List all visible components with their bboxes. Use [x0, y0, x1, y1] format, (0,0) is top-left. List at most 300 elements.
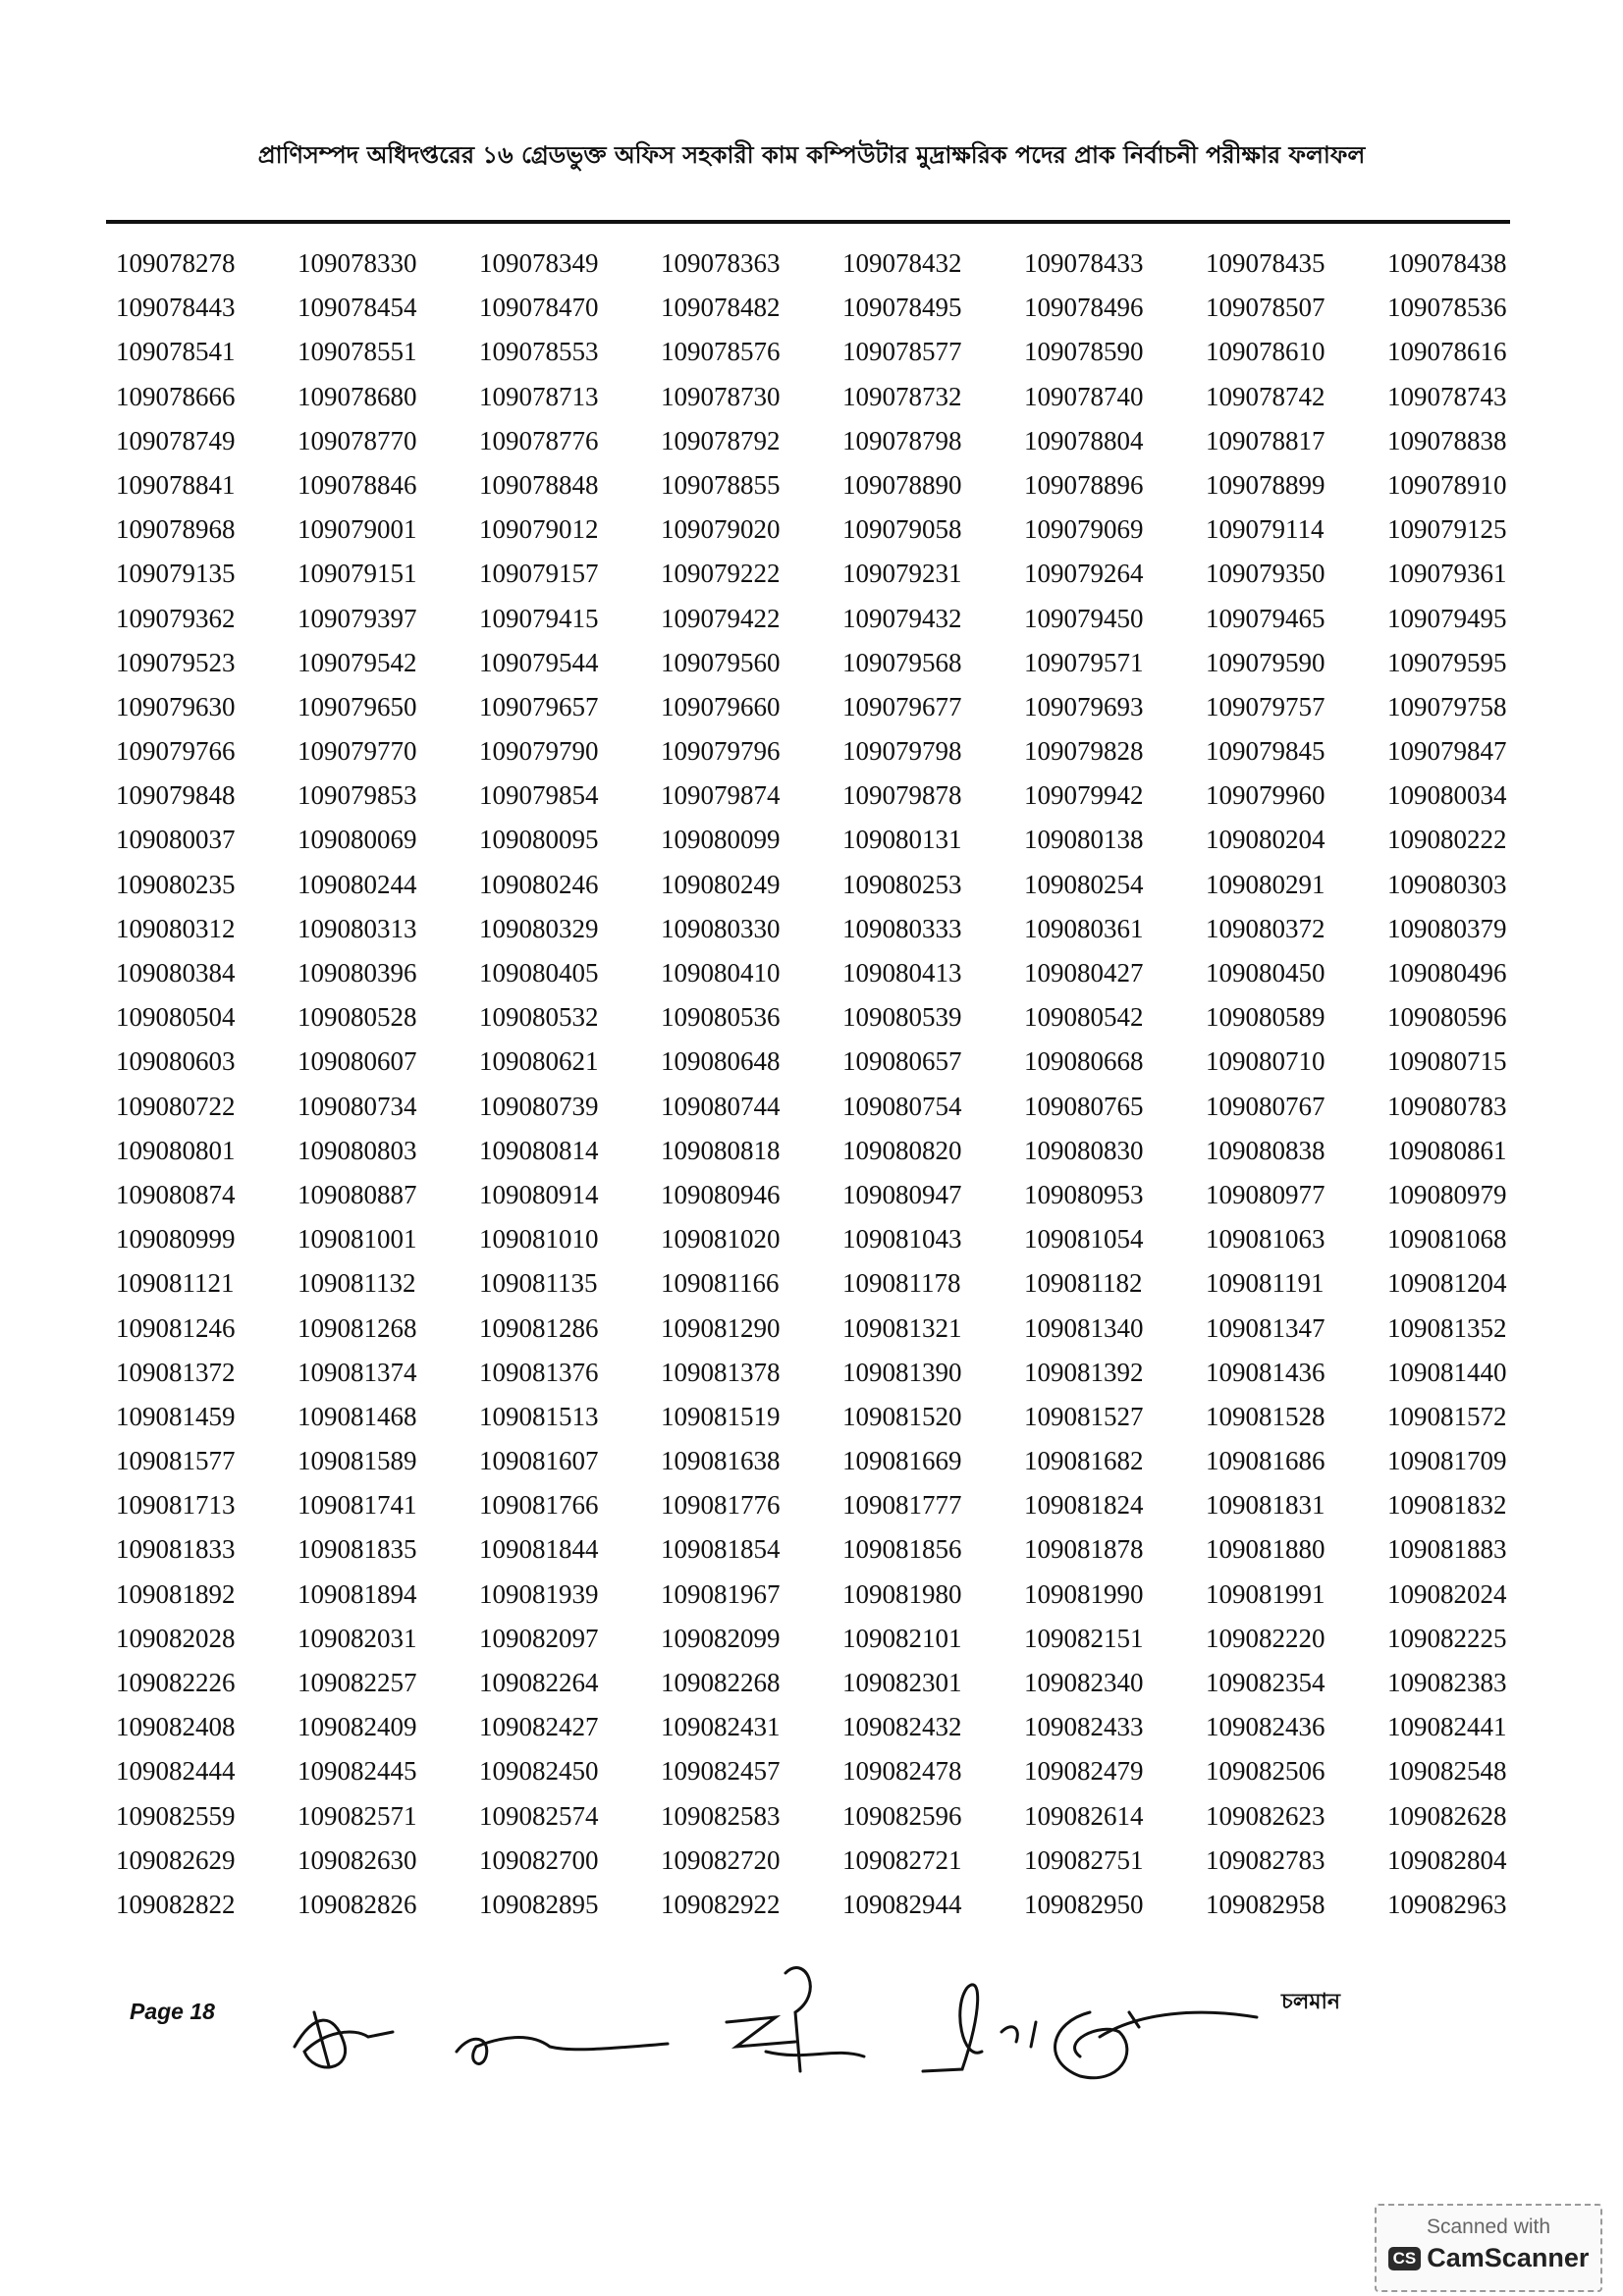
roll-number-cell: 109082630 — [298, 1844, 417, 1875]
roll-number-cell: 109082408 — [116, 1712, 236, 1742]
roll-number-cell: 109081577 — [116, 1446, 236, 1476]
roll-number-cell: 109080539 — [842, 1002, 962, 1033]
roll-number-cell: 109078433 — [1024, 248, 1144, 278]
roll-number-cell: 109081880 — [1206, 1534, 1325, 1565]
roll-number-cell: 109080715 — [1387, 1046, 1507, 1077]
roll-number-cell: 109081246 — [116, 1312, 236, 1343]
roll-number-cell: 109079422 — [661, 603, 781, 633]
roll-number-cell: 109082264 — [479, 1668, 599, 1697]
camscanner-watermark — [1375, 2204, 1602, 2292]
header-divider — [106, 220, 1510, 224]
roll-number-cell: 109080536 — [661, 1002, 781, 1033]
roll-number-cell: 109080874 — [116, 1179, 236, 1209]
roll-number-cell: 109081001 — [298, 1224, 417, 1255]
roll-number-cell: 109079657 — [479, 691, 599, 721]
roll-number-cell: 109082720 — [661, 1844, 781, 1875]
signatures — [275, 1953, 1404, 2101]
roll-number-cell: 109080977 — [1206, 1179, 1325, 1209]
roll-number-cell: 109080329 — [479, 913, 599, 943]
roll-number-cell: 109079495 — [1387, 603, 1507, 633]
roll-number-cell: 109081204 — [1387, 1268, 1507, 1299]
roll-number-cell: 109082944 — [842, 1889, 962, 1919]
roll-number-cell: 109080222 — [1387, 825, 1507, 855]
roll-number-cell: 109078743 — [1387, 381, 1507, 411]
roll-number-cell: 109078730 — [661, 381, 781, 411]
roll-number-cell: 109082574 — [479, 1800, 599, 1831]
roll-number-cell: 109081268 — [298, 1312, 417, 1343]
roll-number-cell: 109082506 — [1206, 1756, 1325, 1787]
roll-number-cell: 109079770 — [298, 736, 417, 767]
status-continuing: চলমান — [1281, 1990, 1340, 2014]
roll-number-cell: 109078776 — [479, 425, 599, 455]
roll-number-cell: 109079362 — [116, 603, 236, 633]
roll-number-cell: 109082436 — [1206, 1712, 1325, 1742]
roll-number-cell: 109080722 — [116, 1091, 236, 1121]
roll-number-cell: 109082623 — [1206, 1800, 1325, 1831]
roll-number-cell: 109080246 — [479, 869, 599, 899]
roll-number-cell: 109079960 — [1206, 780, 1325, 811]
roll-number-cell: 109081833 — [116, 1534, 236, 1565]
roll-number-cell: 109081709 — [1387, 1446, 1507, 1476]
roll-number-cell: 109081894 — [298, 1578, 417, 1609]
roll-number-cell: 109081854 — [661, 1534, 781, 1565]
roll-number-cell: 109082268 — [661, 1668, 781, 1697]
roll-number-cell: 109081392 — [1024, 1357, 1144, 1387]
roll-number-cell: 109082783 — [1206, 1844, 1325, 1875]
roll-number-cell: 109079135 — [116, 559, 236, 589]
roll-number-cell: 109081572 — [1387, 1401, 1507, 1431]
roll-number-cell: 109081286 — [479, 1312, 599, 1343]
roll-number-cell: 109080830 — [1024, 1135, 1144, 1165]
roll-number-cell: 109081766 — [479, 1490, 599, 1521]
roll-number-cell: 109078610 — [1206, 337, 1325, 367]
roll-number-cell: 109080410 — [661, 958, 781, 988]
roll-number-cell: 109079264 — [1024, 559, 1144, 589]
roll-number-cell: 109081054 — [1024, 1224, 1144, 1255]
roll-number-cell: 109080887 — [298, 1179, 417, 1209]
roll-number-cell: 109081967 — [661, 1578, 781, 1609]
roll-number-cell: 109082226 — [116, 1668, 236, 1697]
roll-number-cell: 109078749 — [116, 425, 236, 455]
roll-number-cell: 109082431 — [661, 1712, 781, 1742]
roll-number-cell: 109081010 — [479, 1224, 599, 1255]
roll-number-cell: 109081043 — [842, 1224, 962, 1255]
roll-number-cell: 109082614 — [1024, 1800, 1144, 1831]
roll-number-cell: 109079848 — [116, 780, 236, 811]
roll-number-cell: 109082596 — [842, 1800, 962, 1831]
roll-number-cell: 109079151 — [298, 559, 417, 589]
roll-number-cell: 109079125 — [1387, 514, 1507, 545]
roll-number-cell: 109081844 — [479, 1534, 599, 1565]
roll-number-cell: 109078495 — [842, 293, 962, 323]
roll-number-cell: 109080333 — [842, 913, 962, 943]
camscanner-logo-icon: CS — [1388, 2247, 1422, 2270]
roll-number-cell: 109078590 — [1024, 337, 1144, 367]
roll-number-cell: 109081991 — [1206, 1578, 1325, 1609]
roll-number-cell: 109079660 — [661, 691, 781, 721]
roll-number-cell: 109079415 — [479, 603, 599, 633]
roll-number-cell: 109082427 — [479, 1712, 599, 1742]
roll-number-cell: 109078855 — [661, 469, 781, 500]
roll-number-cell: 109082340 — [1024, 1668, 1144, 1697]
roll-number-cell: 109078899 — [1206, 469, 1325, 500]
roll-number-cell: 109079450 — [1024, 603, 1144, 633]
roll-number-cell: 109080765 — [1024, 1091, 1144, 1121]
roll-number-cell: 109082151 — [1024, 1623, 1144, 1653]
roll-number-cell: 109081178 — [842, 1268, 961, 1299]
roll-number-cell: 109082721 — [842, 1844, 962, 1875]
roll-number-cell: 109080396 — [298, 958, 417, 988]
roll-number-cell: 109081741 — [298, 1490, 417, 1521]
roll-number-cell: 109080914 — [479, 1179, 599, 1209]
roll-number-cell: 109082571 — [298, 1800, 417, 1831]
roll-number-cell: 109080405 — [479, 958, 599, 988]
signature-1 — [295, 2020, 393, 2067]
roll-number-cell: 109078576 — [661, 337, 781, 367]
roll-number-cell: 109078349 — [479, 248, 599, 278]
roll-number-cell: 109082450 — [479, 1756, 599, 1787]
roll-number-cell: 109079544 — [479, 647, 599, 677]
roll-number-cell: 109082559 — [116, 1800, 236, 1831]
roll-number-cell: 109080450 — [1206, 958, 1325, 988]
roll-number-cell: 109080253 — [842, 869, 962, 899]
roll-number-cell: 109078507 — [1206, 293, 1325, 323]
roll-number-cell: 109078896 — [1024, 469, 1144, 500]
roll-number-cell: 109080095 — [479, 825, 599, 855]
roll-number-cell: 109081372 — [116, 1357, 236, 1387]
page-number: Page 18 — [130, 1999, 215, 2024]
roll-number-cell: 109078770 — [298, 425, 417, 455]
roll-number-cell: 109080034 — [1387, 780, 1507, 811]
roll-number-cell: 109081528 — [1206, 1401, 1325, 1431]
roll-number-cell: 109078551 — [298, 337, 417, 367]
roll-number-cell: 109081878 — [1024, 1534, 1144, 1565]
roll-number-cell: 109078838 — [1387, 425, 1507, 455]
roll-number-cell: 109080953 — [1024, 1179, 1144, 1209]
roll-number-cell: 109078541 — [116, 337, 236, 367]
roll-number-cell: 109078278 — [116, 248, 236, 278]
roll-number-cell: 109081440 — [1387, 1357, 1507, 1387]
roll-number-cell: 109080372 — [1206, 913, 1325, 943]
signature-3 — [727, 1968, 864, 2071]
roll-number-cell: 109080069 — [298, 825, 417, 855]
roll-number-cell: 109079847 — [1387, 736, 1507, 767]
roll-number-cell: 109078968 — [116, 514, 236, 545]
roll-number-cell: 109079798 — [842, 736, 962, 767]
roll-number-cell: 109081856 — [842, 1534, 962, 1565]
roll-number-cell: 109081607 — [479, 1446, 599, 1476]
roll-number-cell: 109080783 — [1387, 1091, 1507, 1121]
roll-number-cell: 109079222 — [661, 559, 781, 589]
roll-number-cell: 109081638 — [661, 1446, 781, 1476]
roll-number-cell: 109082478 — [842, 1756, 962, 1787]
roll-number-cell: 109082354 — [1206, 1668, 1325, 1697]
roll-number-cell: 109082700 — [479, 1844, 599, 1875]
roll-number-cell: 109078616 — [1387, 337, 1507, 367]
roll-number-cell: 109082751 — [1024, 1844, 1144, 1875]
roll-number-cell: 109081374 — [298, 1357, 417, 1387]
roll-number-cell: 109081352 — [1387, 1312, 1507, 1343]
roll-number-cell: 109081436 — [1206, 1357, 1325, 1387]
roll-number-cell: 109081831 — [1206, 1490, 1325, 1521]
roll-number-cell: 109082963 — [1387, 1889, 1507, 1919]
roll-number-cell: 109079590 — [1206, 647, 1325, 677]
roll-number-cell: 109080744 — [661, 1091, 781, 1121]
roll-number-cell: 109082804 — [1387, 1844, 1507, 1875]
watermark-brand: CamScanner — [1427, 2243, 1590, 2272]
roll-number-cell: 109078890 — [842, 469, 962, 500]
roll-number-cell: 109081182 — [1024, 1268, 1143, 1299]
roll-number-cell: 109078841 — [116, 469, 236, 500]
roll-number-cell: 109080413 — [842, 958, 962, 988]
roll-number-cell: 109080204 — [1206, 825, 1325, 855]
roll-number-cell: 109079058 — [842, 514, 962, 545]
roll-number-cell: 109080138 — [1024, 825, 1144, 855]
roll-number-cell: 109079854 — [479, 780, 599, 811]
roll-number-cell: 109082548 — [1387, 1756, 1507, 1787]
roll-number-cell: 109081513 — [479, 1401, 599, 1431]
roll-number-cell: 109079845 — [1206, 736, 1325, 767]
roll-number-cell: 109081527 — [1024, 1401, 1144, 1431]
roll-number-cell: 109081686 — [1206, 1446, 1325, 1476]
roll-number-cell: 109079874 — [661, 780, 781, 811]
roll-number-cell: 109079432 — [842, 603, 962, 633]
roll-number-cell: 109082826 — [298, 1889, 417, 1919]
roll-number-cell: 109079758 — [1387, 691, 1507, 721]
roll-number-cell: 109081713 — [116, 1490, 236, 1521]
roll-number-cell: 109081835 — [298, 1534, 417, 1565]
roll-number-cell: 109080767 — [1206, 1091, 1325, 1121]
roll-number-cell: 109082822 — [116, 1889, 236, 1919]
roll-number-cell: 109078363 — [661, 248, 781, 278]
roll-number-cell: 109082479 — [1024, 1756, 1144, 1787]
roll-number-cell: 109082629 — [116, 1844, 236, 1875]
roll-number-cell: 109079650 — [298, 691, 417, 721]
roll-number-cell: 109079828 — [1024, 736, 1144, 767]
roll-number-cell: 109079465 — [1206, 603, 1325, 633]
roll-number-cell: 109079853 — [298, 780, 417, 811]
roll-number-cell: 109080313 — [298, 913, 417, 943]
roll-number-cell: 109080814 — [479, 1135, 599, 1165]
roll-number-cell: 109082257 — [298, 1668, 417, 1697]
roll-number-cell: 109081682 — [1024, 1446, 1144, 1476]
page-title: প্রাণিসম্পদ অধিদপ্তরের ১৬ গ্রেডভুক্ত অফিস সহকারী কাম কম্পিউটার মুদ্রাক্ষরিক পদের প্রাক নির্বাচনী পরীক্ষার ফলাফল — [257, 141, 1366, 169]
roll-number-cell: 109081520 — [842, 1401, 962, 1431]
roll-number-cell: 109081990 — [1024, 1578, 1144, 1609]
roll-number-cell: 109082101 — [842, 1623, 962, 1653]
roll-number-cell: 109082583 — [661, 1800, 781, 1831]
roll-number-cell: 109081669 — [842, 1446, 962, 1476]
roll-number-cell: 109080838 — [1206, 1135, 1325, 1165]
roll-number-cell: 109078577 — [842, 337, 962, 367]
roll-number-cell: 109080384 — [116, 958, 236, 988]
watermark-caption: Scanned with — [1426, 2216, 1551, 2238]
roll-number-cell: 109080648 — [661, 1046, 781, 1077]
roll-number-cell: 109080607 — [298, 1046, 417, 1077]
roll-number-cell: 109082031 — [298, 1623, 417, 1653]
roll-number-cell: 109078792 — [661, 425, 781, 455]
roll-number-cell: 109079677 — [842, 691, 962, 721]
roll-number-cell: 109080596 — [1387, 1002, 1507, 1033]
roll-number-cell: 109079942 — [1024, 780, 1144, 811]
roll-number-cell: 109078666 — [116, 381, 236, 411]
roll-number-cell: 109081468 — [298, 1401, 417, 1431]
roll-number-cell: 109081321 — [842, 1312, 962, 1343]
roll-number-cell: 109081589 — [298, 1446, 417, 1476]
roll-number-cell: 109079542 — [298, 647, 417, 677]
roll-number-cell: 109080131 — [842, 825, 962, 855]
roll-number-grid — [116, 241, 1507, 1927]
roll-number-cell: 109080739 — [479, 1091, 599, 1121]
roll-number-cell: 109080754 — [842, 1091, 962, 1121]
roll-number-cell: 109082628 — [1387, 1800, 1507, 1831]
roll-number-cell: 109078553 — [479, 337, 599, 367]
roll-number-cell: 109078482 — [661, 293, 781, 323]
roll-number-cell: 109082225 — [1387, 1623, 1507, 1653]
roll-number-cell: 109081020 — [661, 1224, 781, 1255]
roll-number-cell: 109080657 — [842, 1046, 962, 1077]
roll-number-cell: 109081376 — [479, 1357, 599, 1387]
roll-number-cell: 109080734 — [298, 1091, 417, 1121]
signature-5 — [1055, 2012, 1257, 2078]
roll-number-cell: 109078798 — [842, 425, 962, 455]
roll-number-cell: 109079595 — [1387, 647, 1507, 677]
roll-number-cell: 109080037 — [116, 825, 236, 855]
roll-number-cell: 109082028 — [116, 1623, 236, 1653]
roll-number-cell: 109081883 — [1387, 1534, 1507, 1565]
roll-number-cell: 109081939 — [479, 1578, 599, 1609]
roll-number-cell: 109078732 — [842, 381, 962, 411]
roll-number-cell: 109078817 — [1206, 425, 1325, 455]
roll-number-cell: 109081132 — [298, 1268, 416, 1299]
roll-number-cell: 109080361 — [1024, 913, 1144, 943]
roll-number-cell: 109082409 — [298, 1712, 417, 1742]
roll-number-cell: 109082432 — [842, 1712, 962, 1742]
roll-number-cell: 109080330 — [661, 913, 781, 943]
roll-number-cell: 109081777 — [842, 1490, 962, 1521]
roll-number-cell: 109079157 — [479, 559, 599, 589]
roll-number-cell: 109080803 — [298, 1135, 417, 1165]
roll-number-cell: 109078496 — [1024, 293, 1144, 323]
roll-number-cell: 109081166 — [661, 1268, 780, 1299]
roll-number-cell: 109082445 — [298, 1756, 417, 1787]
roll-number-cell: 109080818 — [661, 1135, 781, 1165]
roll-number-cell: 109082099 — [661, 1623, 781, 1653]
roll-number-cell: 109078435 — [1206, 248, 1325, 278]
roll-number-cell: 109080254 — [1024, 869, 1144, 899]
roll-number-cell: 109080861 — [1387, 1135, 1507, 1165]
roll-number-cell: 109082097 — [479, 1623, 599, 1653]
roll-number-cell: 109079568 — [842, 647, 962, 677]
roll-number-cell: 109079878 — [842, 780, 962, 811]
roll-number-cell: 109080528 — [298, 1002, 417, 1033]
roll-number-cell: 109080504 — [116, 1002, 236, 1033]
roll-number-cell: 109081892 — [116, 1578, 236, 1609]
signature-4 — [923, 1985, 1036, 2071]
roll-number-cell: 109080947 — [842, 1179, 962, 1209]
roll-number-cell: 109079757 — [1206, 691, 1325, 721]
roll-number-cell: 109078432 — [842, 248, 962, 278]
roll-number-cell: 109081121 — [116, 1268, 235, 1299]
roll-number-cell: 109082301 — [842, 1668, 962, 1697]
roll-number-cell: 109082433 — [1024, 1712, 1144, 1742]
roll-number-cell: 109081776 — [661, 1490, 781, 1521]
roll-number-cell: 109078910 — [1387, 469, 1507, 500]
roll-number-cell: 109079571 — [1024, 647, 1144, 677]
roll-number-cell: 109081390 — [842, 1357, 962, 1387]
roll-number-cell: 109082950 — [1024, 1889, 1144, 1919]
roll-number-cell: 109080946 — [661, 1179, 781, 1209]
roll-number-cell: 109081063 — [1206, 1224, 1325, 1255]
roll-number-cell: 109082457 — [661, 1756, 781, 1787]
roll-number-cell: 109078470 — [479, 293, 599, 323]
roll-number-cell: 109079361 — [1387, 559, 1507, 589]
roll-number-cell: 109078804 — [1024, 425, 1144, 455]
roll-number-cell: 109081519 — [661, 1401, 781, 1431]
roll-number-cell: 109080999 — [116, 1224, 236, 1255]
roll-number-cell: 109081191 — [1206, 1268, 1325, 1299]
roll-number-cell: 109080603 — [116, 1046, 236, 1077]
roll-number-cell: 109080235 — [116, 869, 236, 899]
roll-number-cell: 109080312 — [116, 913, 236, 943]
roll-number-cell: 109081347 — [1206, 1312, 1325, 1343]
roll-number-cell: 109078330 — [298, 248, 417, 278]
roll-number-cell: 109082441 — [1387, 1712, 1507, 1742]
roll-number-cell: 109080244 — [298, 869, 417, 899]
roll-number-cell: 109079069 — [1024, 514, 1144, 545]
roll-number-cell: 109082895 — [479, 1889, 599, 1919]
roll-number-cell: 109079523 — [116, 647, 236, 677]
roll-number-cell: 109081340 — [1024, 1312, 1144, 1343]
roll-number-cell: 109081824 — [1024, 1490, 1144, 1521]
roll-number-cell: 109081290 — [661, 1312, 781, 1343]
roll-number-cell: 109080710 — [1206, 1046, 1325, 1077]
roll-number-cell: 109080820 — [842, 1135, 962, 1165]
roll-number-cell: 109079231 — [842, 559, 962, 589]
roll-number-cell: 109081980 — [842, 1578, 962, 1609]
roll-number-cell: 109078740 — [1024, 381, 1144, 411]
roll-number-cell: 109080532 — [479, 1002, 599, 1033]
roll-number-cell: 109080427 — [1024, 958, 1144, 988]
roll-number-cell: 109079766 — [116, 736, 236, 767]
roll-number-cell: 109079350 — [1206, 559, 1325, 589]
roll-number-cell: 109080589 — [1206, 1002, 1325, 1033]
roll-number-cell: 109078536 — [1387, 293, 1507, 323]
roll-number-cell: 109080979 — [1387, 1179, 1507, 1209]
roll-number-cell: 109082220 — [1206, 1623, 1325, 1653]
roll-number-cell: 109078438 — [1387, 248, 1507, 278]
roll-number-cell: 109078846 — [298, 469, 417, 500]
roll-number-cell: 109078848 — [479, 469, 599, 500]
roll-number-cell: 109078713 — [479, 381, 599, 411]
roll-number-cell: 109081378 — [661, 1357, 781, 1387]
roll-number-cell: 109080496 — [1387, 958, 1507, 988]
roll-number-cell: 109080668 — [1024, 1046, 1144, 1077]
roll-number-cell: 109081832 — [1387, 1490, 1507, 1521]
roll-number-cell: 109080379 — [1387, 913, 1507, 943]
roll-number-cell: 109081068 — [1387, 1224, 1507, 1255]
roll-number-cell: 109078680 — [298, 381, 417, 411]
signature-2 — [457, 2038, 668, 2064]
roll-number-cell: 109080291 — [1206, 869, 1325, 899]
roll-number-cell: 109080303 — [1387, 869, 1507, 899]
roll-number-cell: 109082383 — [1387, 1668, 1507, 1697]
roll-number-cell: 109079020 — [661, 514, 781, 545]
roll-number-cell: 109079560 — [661, 647, 781, 677]
roll-number-cell: 109082922 — [661, 1889, 781, 1919]
roll-number-cell: 109080801 — [116, 1135, 236, 1165]
roll-number-cell: 109079630 — [116, 691, 236, 721]
